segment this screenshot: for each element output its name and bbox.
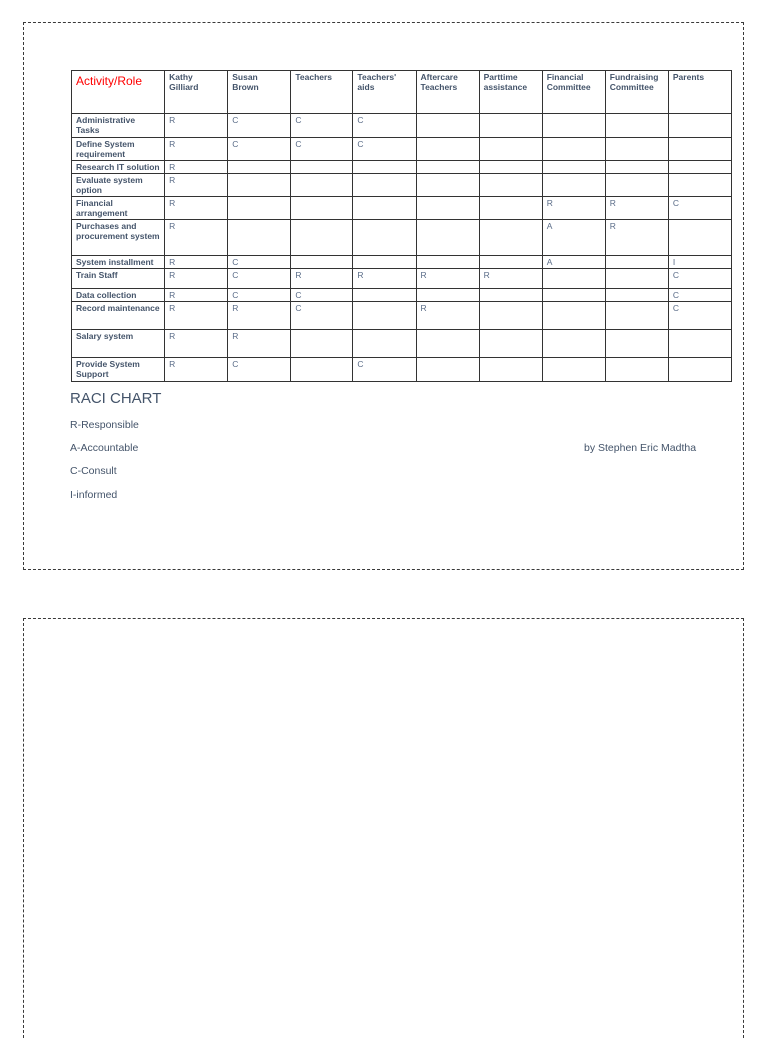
raci-cell (542, 114, 605, 138)
raci-body (72, 114, 732, 382)
raci-row (72, 114, 732, 138)
raci-cell: C (668, 269, 731, 289)
raci-cell (542, 330, 605, 358)
raci-cell: R (605, 197, 668, 220)
role-header: Kathy Gilliard (165, 71, 228, 114)
raci-cell: R (165, 289, 228, 302)
raci-cell: R (228, 330, 291, 358)
role-header: Parents (668, 71, 731, 114)
raci-cell (416, 161, 479, 174)
raci-row (72, 197, 732, 220)
raci-cell: R (416, 302, 479, 330)
raci-cell: A (542, 256, 605, 269)
raci-cell: C (668, 289, 731, 302)
raci-cell (416, 358, 479, 382)
raci-cell: C (228, 256, 291, 269)
raci-cell: C (291, 289, 353, 302)
raci-cell: R (605, 220, 668, 256)
raci-cell: C (353, 358, 416, 382)
raci-cell: C (668, 302, 731, 330)
raci-cell (291, 220, 353, 256)
role-header: Financial Committee (542, 71, 605, 114)
raci-cell (479, 161, 542, 174)
raci-cell: I (668, 256, 731, 269)
corner-label: Activity/Role (72, 71, 165, 114)
activity-cell: Evaluate system option (72, 174, 165, 197)
raci-cell (479, 256, 542, 269)
raci-cell: R (479, 269, 542, 289)
activity-cell: Salary system (72, 330, 165, 358)
raci-row (72, 289, 732, 302)
raci-row (72, 330, 732, 358)
raci-cell (353, 174, 416, 197)
raci-cell (668, 174, 731, 197)
activity-cell: Define System requirement (72, 138, 165, 161)
raci-cell (228, 220, 291, 256)
raci-cell (605, 256, 668, 269)
raci-cell: C (228, 289, 291, 302)
raci-cell (668, 161, 731, 174)
raci-cell (416, 220, 479, 256)
raci-cell (542, 269, 605, 289)
raci-cell (291, 197, 353, 220)
raci-cell (291, 330, 353, 358)
activity-cell: Financial arrangement (72, 197, 165, 220)
activity-cell: Data collection (72, 289, 165, 302)
raci-cell (605, 138, 668, 161)
raci-cell: R (165, 330, 228, 358)
raci-cell (353, 197, 416, 220)
raci-cell: C (668, 197, 731, 220)
activity-cell: Record maintenance (72, 302, 165, 330)
raci-cell (416, 197, 479, 220)
raci-cell (479, 174, 542, 197)
raci-cell (668, 114, 731, 138)
author-credit: by Stephen Eric Madtha (584, 442, 697, 454)
raci-cell: C (353, 138, 416, 161)
raci-cell (668, 358, 731, 382)
legend-item-responsible: R-Responsible (70, 419, 139, 431)
raci-cell (542, 161, 605, 174)
raci-cell (416, 174, 479, 197)
raci-cell: R (291, 269, 353, 289)
raci-cell (479, 302, 542, 330)
activity-cell: System installment (72, 256, 165, 269)
raci-row (72, 302, 732, 330)
raci-cell (353, 302, 416, 330)
raci-cell (542, 138, 605, 161)
raci-cell: C (291, 302, 353, 330)
raci-cell (353, 220, 416, 256)
raci-cell: C (228, 358, 291, 382)
raci-row (72, 174, 732, 197)
raci-cell: R (165, 256, 228, 269)
raci-cell: R (165, 161, 228, 174)
activity-cell: Train Staff (72, 269, 165, 289)
raci-row (72, 161, 732, 174)
raci-cell (416, 289, 479, 302)
raci-cell (416, 138, 479, 161)
raci-cell: C (291, 114, 353, 138)
raci-cell (668, 220, 731, 256)
raci-cell (353, 256, 416, 269)
raci-cell (479, 330, 542, 358)
raci-cell (668, 330, 731, 358)
raci-cell (605, 114, 668, 138)
document-page-2 (23, 618, 744, 1038)
raci-cell (291, 161, 353, 174)
raci-cell: R (165, 197, 228, 220)
raci-cell (542, 174, 605, 197)
raci-row (72, 256, 732, 269)
raci-cell: R (165, 302, 228, 330)
role-header: Fundraising Committee (605, 71, 668, 114)
raci-cell: R (353, 269, 416, 289)
raci-cell (668, 138, 731, 161)
legend-item-accountable: A-Accountable (70, 442, 139, 454)
raci-cell: R (165, 358, 228, 382)
raci-cell: R (165, 174, 228, 197)
raci-cell (353, 161, 416, 174)
raci-cell (605, 358, 668, 382)
raci-cell: R (542, 197, 605, 220)
raci-row (72, 220, 732, 256)
document-page-1 (23, 22, 744, 570)
raci-cell (605, 330, 668, 358)
raci-cell (291, 174, 353, 197)
raci-cell (416, 256, 479, 269)
raci-cell (291, 358, 353, 382)
activity-cell: Provide System Support (72, 358, 165, 382)
raci-row (72, 269, 732, 289)
raci-cell: C (228, 269, 291, 289)
raci-cell (228, 174, 291, 197)
raci-cell (353, 289, 416, 302)
activity-cell: Administrative Tasks (72, 114, 165, 138)
role-header: Teachers' aids (353, 71, 416, 114)
legend-item-informed: I-informed (70, 489, 118, 501)
raci-cell (479, 358, 542, 382)
raci-cell: C (228, 138, 291, 161)
raci-cell: R (165, 138, 228, 161)
raci-header-row (72, 71, 732, 114)
activity-cell: Research IT solution (72, 161, 165, 174)
activity-cell: Purchases and procurement system (72, 220, 165, 256)
raci-cell (228, 161, 291, 174)
role-header: Aftercare Teachers (416, 71, 479, 114)
raci-cell: R (165, 220, 228, 256)
raci-cell: C (353, 114, 416, 138)
raci-cell: R (228, 302, 291, 330)
role-header: Susan Brown (228, 71, 291, 114)
legend-item-consult: C-Consult (70, 465, 117, 477)
raci-cell (542, 302, 605, 330)
raci-cell (416, 114, 479, 138)
raci-cell (479, 197, 542, 220)
raci-cell (353, 330, 416, 358)
raci-cell (416, 330, 479, 358)
raci-cell (479, 289, 542, 302)
legend-title: RACI CHART (70, 390, 162, 407)
raci-cell (479, 220, 542, 256)
raci-cell (228, 197, 291, 220)
raci-cell (542, 289, 605, 302)
raci-cell (605, 269, 668, 289)
role-header: Teachers (291, 71, 353, 114)
raci-cell (479, 138, 542, 161)
raci-row (72, 138, 732, 161)
raci-cell (605, 302, 668, 330)
raci-table (71, 70, 732, 382)
raci-cell (291, 256, 353, 269)
raci-cell (542, 358, 605, 382)
raci-cell: R (165, 269, 228, 289)
raci-cell (479, 114, 542, 138)
raci-cell (605, 289, 668, 302)
raci-cell: R (165, 114, 228, 138)
raci-cell: R (416, 269, 479, 289)
raci-cell: C (291, 138, 353, 161)
raci-cell: A (542, 220, 605, 256)
raci-cell (605, 161, 668, 174)
raci-row (72, 358, 732, 382)
role-header: Parttime assistance (479, 71, 542, 114)
raci-cell: C (228, 114, 291, 138)
raci-cell (605, 174, 668, 197)
